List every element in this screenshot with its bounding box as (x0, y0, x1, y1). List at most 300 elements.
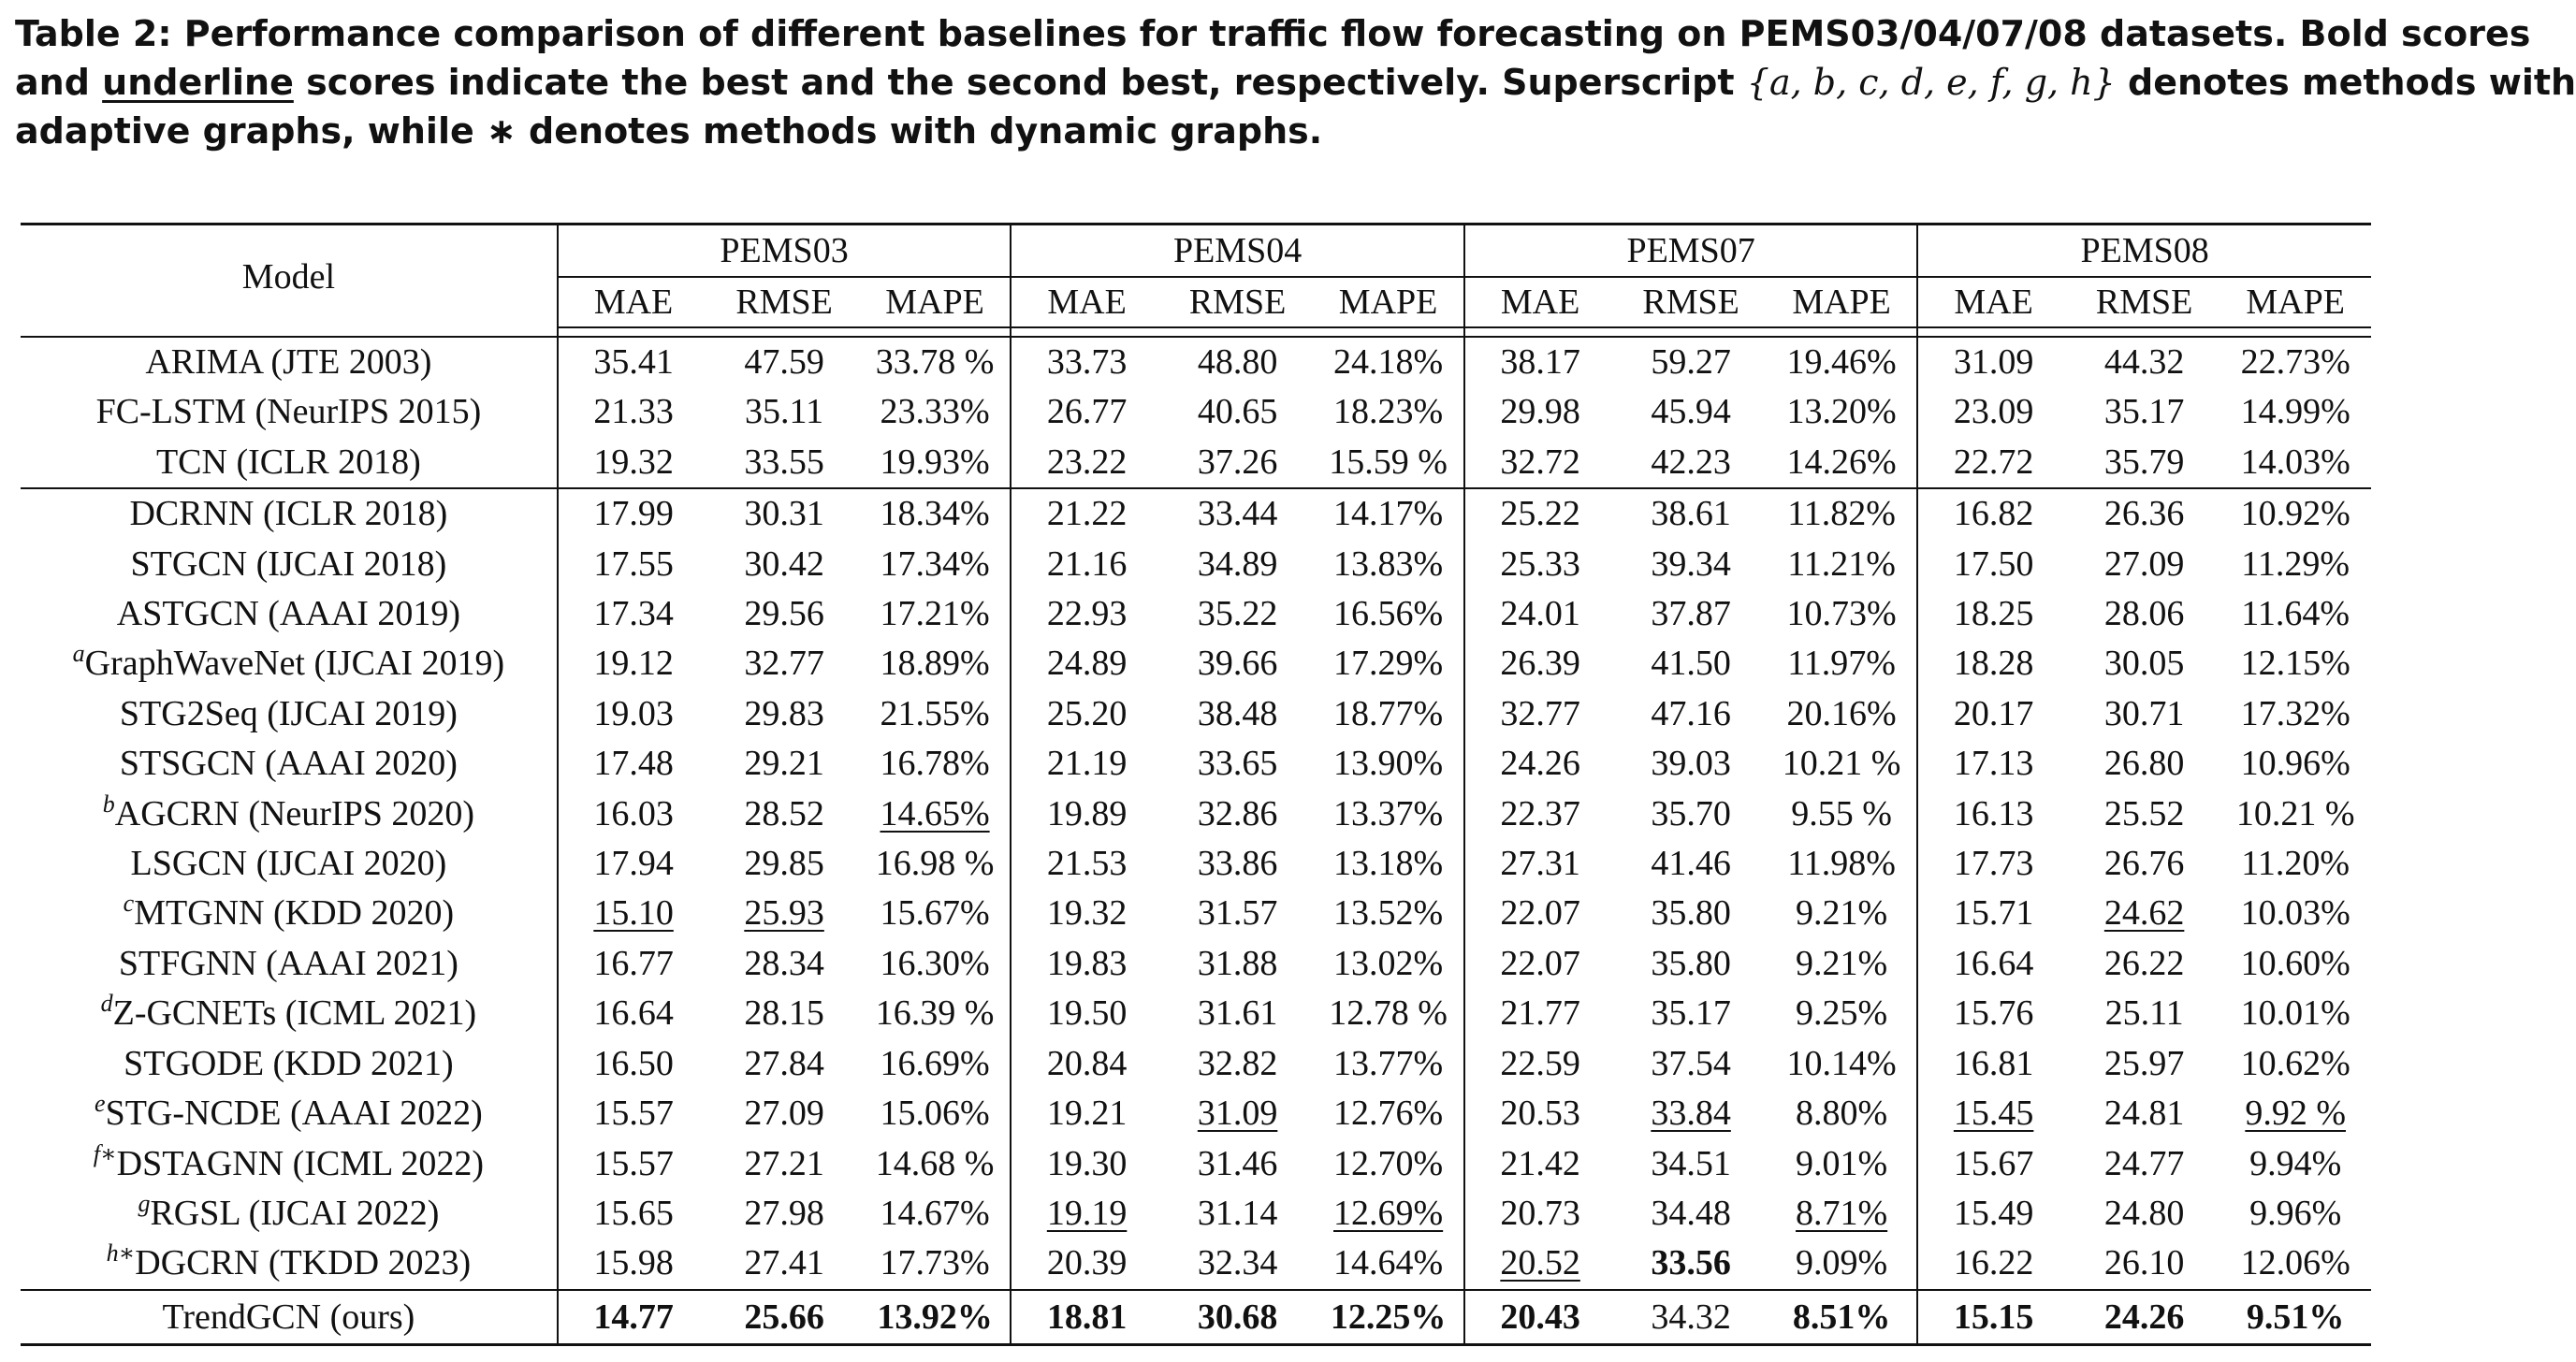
metric-value: 16.64 (593, 993, 674, 1034)
metric-value-cell (1464, 488, 1616, 539)
metric-value-cell (1464, 438, 1616, 488)
metric-value: 21.22 (1046, 494, 1128, 534)
metric-value-cell (1615, 939, 1767, 989)
metric-value-cell (1011, 387, 1162, 437)
metric-value-cell (1917, 639, 2069, 688)
model-superscript: e (95, 1090, 106, 1118)
metric-value: 33.56 (1651, 1243, 1731, 1283)
metric-value-cell (2069, 540, 2220, 589)
metric-value-cell (1011, 739, 1162, 789)
metric-value: 12.69% (1333, 1193, 1444, 1233)
metric-value-cell (1917, 540, 2069, 589)
header-metric: RMSE (1162, 277, 1314, 327)
metric-value-cell (708, 739, 860, 789)
metric-value-cell (1313, 989, 1464, 1038)
metric-value-cell (1162, 387, 1314, 437)
metric-value-cell (708, 889, 860, 938)
metric-value-cell (2219, 540, 2371, 589)
metric-value: 18.89% (880, 644, 990, 684)
metric-value-cell (860, 889, 1011, 938)
metric-value-cell (708, 790, 860, 839)
metric-value-cell (1313, 1089, 1464, 1138)
metric-value-cell (1011, 889, 1162, 938)
header-dataset-pems04: PEMS04 (1011, 225, 1464, 278)
table-row (21, 639, 2371, 688)
metric-value: 17.99 (593, 494, 674, 534)
metric-value-cell (1917, 337, 2069, 387)
metric-value: 28.34 (744, 943, 824, 983)
metric-value-cell (1011, 790, 1162, 839)
metric-value-cell (558, 939, 709, 989)
model-superscript: a (72, 640, 85, 668)
metric-value: 21.16 (1046, 543, 1128, 584)
metric-value: 33.65 (1197, 744, 1278, 784)
metric-value-cell (2069, 1189, 2220, 1239)
model-name-cell (21, 839, 558, 889)
metric-value: 16.82 (1953, 494, 2034, 534)
metric-value-cell (1162, 989, 1314, 1038)
metric-value: 17.13 (1953, 744, 2034, 784)
metric-value: 10.03% (2240, 893, 2350, 934)
metric-value: 41.50 (1651, 644, 1731, 684)
metric-value: 31.46 (1197, 1143, 1278, 1183)
metric-value: 15.10 (593, 893, 674, 934)
metric-value-cell (1615, 540, 1767, 589)
metric-value: 20.73 (1500, 1193, 1580, 1233)
metric-value: 35.41 (593, 342, 674, 382)
metric-value-cell (1162, 540, 1314, 589)
metric-value-cell (860, 689, 1011, 739)
metric-value-cell (860, 989, 1011, 1038)
metric-value-cell (1162, 939, 1314, 989)
metric-value: 22.93 (1046, 594, 1128, 634)
metric-value-cell (1767, 1039, 1918, 1089)
metric-value: 35.70 (1651, 793, 1731, 833)
metric-value: 9.25% (1796, 993, 1888, 1034)
metric-value: 9.01% (1796, 1143, 1888, 1183)
metric-value-cell (1917, 1239, 2069, 1289)
metric-value-cell (1464, 939, 1616, 989)
metric-value-cell (2219, 488, 2371, 539)
metric-value-cell (1464, 689, 1616, 739)
metric-value-cell (708, 1139, 860, 1189)
metric-value: 14.03% (2240, 442, 2350, 482)
metric-value: 10.92% (2240, 494, 2350, 534)
metric-value-cell (1615, 1039, 1767, 1089)
metric-value: 27.09 (744, 1094, 824, 1134)
metric-value-cell (1313, 438, 1464, 488)
metric-value-cell (1464, 839, 1616, 889)
metric-value: 17.34 (593, 594, 674, 634)
metric-value-cell (1767, 639, 1918, 688)
metric-value: 22.37 (1500, 793, 1580, 833)
table-row (21, 1189, 2371, 1239)
model-name: DCRNN (ICLR 2018) (129, 494, 448, 534)
metric-value-cell (1767, 1089, 1918, 1138)
metric-value-cell (2069, 790, 2220, 839)
metric-value: 45.94 (1651, 392, 1731, 432)
metric-value-cell (2069, 589, 2220, 639)
metric-value: 25.97 (2103, 1043, 2185, 1083)
table-caption (15, 9, 2576, 155)
metric-value-cell (860, 589, 1011, 639)
metric-value: 17.29% (1333, 644, 1444, 684)
metric-value-cell (1917, 1290, 2069, 1345)
metric-value-cell (1615, 337, 1767, 387)
metric-value-cell (1162, 1239, 1314, 1289)
metric-value-cell (1615, 1189, 1767, 1239)
metric-value-cell (860, 790, 1011, 839)
metric-value: 26.76 (2103, 844, 2185, 884)
metric-value-cell (1615, 488, 1767, 539)
model-name: ASTGCN (AAAI 2019) (116, 594, 461, 634)
metric-value: 16.13 (1953, 793, 2034, 833)
metric-value: 26.39 (1500, 644, 1580, 684)
metric-value-cell (1464, 337, 1616, 387)
table-row (21, 488, 2371, 539)
model-name-cell (21, 639, 558, 688)
model-superscript: b (102, 790, 115, 818)
metric-value-cell (558, 1139, 709, 1189)
metric-value: 15.15 (1953, 1297, 2034, 1337)
table-row (21, 689, 2371, 739)
metric-value-cell (1917, 989, 2069, 1038)
metric-value-cell (1767, 1139, 1918, 1189)
metric-value-cell (1767, 540, 1918, 589)
caption-line-2-end: denotes methods with (2115, 62, 2576, 103)
metric-value-cell (860, 1239, 1011, 1289)
metric-value-cell (1464, 1239, 1616, 1289)
metric-value: 47.16 (1651, 693, 1731, 733)
metric-value: 25.33 (1500, 543, 1580, 584)
metric-value-cell (2069, 438, 2220, 488)
metric-value-cell (1464, 989, 1616, 1038)
metric-value-cell (1767, 1189, 1918, 1239)
metric-value-cell (2219, 1189, 2371, 1239)
metric-value-cell (2069, 939, 2220, 989)
metric-value-cell (1011, 989, 1162, 1038)
header-metric: MAPE (2219, 277, 2371, 327)
metric-value-cell (2219, 790, 2371, 839)
metric-value: 32.86 (1197, 793, 1278, 833)
metric-value: 9.09% (1796, 1243, 1888, 1283)
model-name-cell (21, 1239, 558, 1289)
metric-value: 35.17 (2103, 392, 2185, 432)
metric-value-cell (708, 589, 860, 639)
metric-value-cell (2219, 939, 2371, 989)
metric-value: 11.29% (2241, 543, 2350, 584)
metric-value-cell (558, 1290, 709, 1345)
metric-value-cell (2219, 889, 2371, 938)
model-name: FC-LSTM (NeurIPS 2015) (95, 392, 482, 432)
model-superscript: f∗ (93, 1139, 117, 1167)
metric-value: 25.52 (2103, 793, 2185, 833)
metric-value-cell (558, 589, 709, 639)
metric-value: 29.83 (744, 693, 824, 733)
metric-value-cell (1011, 488, 1162, 539)
header-metric: RMSE (1615, 277, 1767, 327)
model-name: DGCRN (TKDD 2023) (135, 1243, 472, 1283)
metric-value-cell (708, 689, 860, 739)
metric-value-cell (1162, 889, 1314, 938)
model-name: TrendGCN (ours) (162, 1297, 415, 1337)
metric-value: 11.98% (1787, 844, 1896, 884)
metric-value: 15.71 (1953, 893, 2034, 934)
metric-value-cell (1464, 540, 1616, 589)
metric-value-cell (1917, 689, 2069, 739)
table-row (21, 939, 2371, 989)
metric-value: 37.26 (1197, 442, 1278, 482)
metric-value: 25.11 (2104, 993, 2184, 1034)
metric-value: 29.21 (744, 744, 824, 784)
metric-value: 11.64% (2241, 594, 2350, 634)
metric-value-cell (1615, 689, 1767, 739)
model-name-cell (21, 438, 558, 488)
header-double-rule (21, 327, 2371, 337)
metric-value-cell (1917, 1039, 2069, 1089)
metric-value: 19.46% (1786, 342, 1897, 382)
metric-value: 28.52 (744, 793, 824, 833)
metric-value-cell (1313, 739, 1464, 789)
header-model: Model (21, 225, 558, 328)
metric-value-cell (1767, 989, 1918, 1038)
table-row (21, 1290, 2371, 1345)
metric-value-cell (1767, 488, 1918, 539)
caption-superscript-set: {a, b, c, d, e, f, g, h} (1746, 62, 2116, 103)
metric-value-cell (558, 1039, 709, 1089)
metric-value: 34.51 (1651, 1143, 1731, 1183)
metric-value-cell (1767, 790, 1918, 839)
metric-value: 12.70% (1333, 1143, 1444, 1183)
header-metric: RMSE (708, 277, 860, 327)
metric-value-cell (558, 488, 709, 539)
metric-value: 10.60% (2240, 943, 2350, 983)
metric-value: 35.80 (1651, 943, 1731, 983)
metric-value: 19.50 (1046, 993, 1128, 1034)
metric-value: 14.26% (1786, 442, 1897, 482)
metric-value-cell (1615, 1139, 1767, 1189)
metric-value-cell (708, 1039, 860, 1089)
metric-value: 27.21 (744, 1143, 824, 1183)
metric-value: 37.87 (1651, 594, 1731, 634)
metric-value-cell (1767, 387, 1918, 437)
table-row (21, 438, 2371, 488)
metric-value: 59.27 (1651, 342, 1731, 382)
metric-value: 15.45 (1953, 1094, 2034, 1134)
metric-value-cell (708, 337, 860, 387)
metric-value-cell (1313, 639, 1464, 688)
metric-value-cell (1011, 589, 1162, 639)
caption-line-1: Table 2: Performance comparison of different baselines for traffic flow forecasting on PEMS03/04/07/08 datasets. Bold scores (15, 13, 2531, 54)
metric-value: 30.05 (2103, 644, 2185, 684)
metric-value: 19.32 (593, 442, 674, 482)
metric-value: 16.69% (880, 1043, 990, 1083)
metric-value: 30.71 (2103, 693, 2185, 733)
header-metric: MAE (1011, 277, 1162, 327)
metric-value-cell (1313, 1290, 1464, 1345)
metric-value: 14.99% (2240, 392, 2350, 432)
metric-value: 34.89 (1197, 543, 1278, 584)
metric-value-cell (1917, 589, 2069, 639)
metric-value: 19.93% (880, 442, 990, 482)
metric-value-cell (1615, 438, 1767, 488)
metric-value: 39.03 (1651, 744, 1731, 784)
metric-value-cell (558, 639, 709, 688)
model-name-cell (21, 589, 558, 639)
model-name-cell (21, 889, 558, 938)
metric-value: 13.52% (1333, 893, 1444, 934)
metric-value-cell (708, 1290, 860, 1345)
metric-value: 25.20 (1046, 693, 1128, 733)
metric-value: 17.73 (1953, 844, 2034, 884)
metric-value-cell (1464, 790, 1616, 839)
metric-value-cell (1162, 689, 1314, 739)
metric-value-cell (1767, 589, 1918, 639)
metric-value-cell (860, 540, 1011, 589)
table-row (21, 1089, 2371, 1138)
metric-value-cell (1917, 387, 2069, 437)
metric-value-cell (558, 989, 709, 1038)
metric-value: 24.26 (1500, 744, 1580, 784)
metric-value: 42.23 (1651, 442, 1731, 482)
model-name: RGSL (IJCAI 2022) (150, 1193, 440, 1233)
metric-value-cell (558, 337, 709, 387)
metric-value: 25.22 (1500, 494, 1580, 534)
metric-value: 35.11 (745, 392, 824, 432)
metric-value: 21.33 (593, 392, 674, 432)
metric-value-cell (1162, 790, 1314, 839)
metric-value: 17.73% (880, 1243, 990, 1283)
metric-value-cell (1917, 939, 2069, 989)
metric-value-cell (1011, 1290, 1162, 1345)
model-name: TCN (ICLR 2018) (155, 442, 421, 482)
metric-value-cell (1162, 1039, 1314, 1089)
metric-value: 31.61 (1197, 993, 1278, 1034)
model-name: DSTAGNN (ICML 2022) (116, 1143, 485, 1183)
metric-value-cell (1162, 1139, 1314, 1189)
metric-value: 20.17 (1953, 693, 2034, 733)
metric-value: 24.77 (2103, 1143, 2185, 1183)
metric-value: 29.56 (744, 594, 824, 634)
metric-value: 20.16% (1786, 693, 1897, 733)
metric-value-cell (1917, 1089, 2069, 1138)
metric-value-cell (860, 438, 1011, 488)
metric-value-cell (708, 387, 860, 437)
metric-value-cell (1313, 939, 1464, 989)
metric-value: 48.80 (1197, 342, 1278, 382)
metric-value: 19.83 (1046, 943, 1128, 983)
metric-value: 13.37% (1333, 793, 1444, 833)
metric-value: 10.21 % (1782, 744, 1901, 784)
metric-value: 26.80 (2103, 744, 2185, 784)
metric-value: 30.68 (1197, 1297, 1278, 1337)
metric-value: 18.23% (1333, 392, 1444, 432)
metric-value-cell (1767, 939, 1918, 989)
metric-value: 15.67% (880, 893, 990, 934)
metric-value-cell (1615, 889, 1767, 938)
metric-value: 26.36 (2103, 494, 2185, 534)
metric-value-cell (2219, 589, 2371, 639)
metric-value-cell (1464, 1089, 1616, 1138)
metric-value: 23.33% (880, 392, 990, 432)
metric-value-cell (2219, 639, 2371, 688)
metric-value-cell (1162, 589, 1314, 639)
metric-value-cell (708, 540, 860, 589)
metric-value-cell (1011, 540, 1162, 589)
metric-value: 17.34% (880, 543, 990, 584)
metric-value-cell (2219, 337, 2371, 387)
metric-value-cell (860, 739, 1011, 789)
metric-value: 41.46 (1651, 844, 1731, 884)
metric-value-cell (1464, 1139, 1616, 1189)
metric-value-cell (2069, 689, 2220, 739)
metric-value-cell (1313, 1039, 1464, 1089)
metric-value: 9.96% (2249, 1193, 2342, 1233)
metric-value: 35.79 (2103, 442, 2185, 482)
metric-value: 23.22 (1046, 442, 1128, 482)
model-superscript: g (138, 1189, 151, 1217)
metric-value: 15.06% (880, 1094, 990, 1134)
model-name-cell (21, 790, 558, 839)
metric-value: 19.21 (1046, 1094, 1128, 1134)
model-name-cell (21, 1189, 558, 1239)
metric-value: 33.84 (1651, 1094, 1731, 1134)
metric-value-cell (558, 1239, 709, 1289)
metric-value: 14.65% (880, 793, 990, 833)
metric-value-cell (708, 1239, 860, 1289)
metric-value: 18.28 (1953, 644, 2034, 684)
metric-value: 19.03 (593, 693, 674, 733)
metric-value-cell (1011, 1189, 1162, 1239)
header-metric: MAPE (1313, 277, 1464, 327)
model-name-cell (21, 989, 558, 1038)
metric-value: 20.84 (1046, 1043, 1128, 1083)
metric-value-cell (2219, 689, 2371, 739)
metric-value: 24.26 (2103, 1297, 2185, 1337)
metric-value: 10.01% (2240, 993, 2350, 1034)
metric-value: 11.21% (1787, 543, 1896, 584)
metric-value: 33.73 (1046, 342, 1128, 382)
metric-value: 15.49 (1953, 1193, 2034, 1233)
metric-value-cell (2219, 1239, 2371, 1289)
metric-value-cell (1313, 790, 1464, 839)
metric-value: 19.32 (1046, 893, 1128, 934)
model-name: LSGCN (IJCAI 2020) (130, 844, 447, 884)
metric-value: 15.76 (1953, 993, 2034, 1034)
metric-value: 21.55% (880, 693, 990, 733)
metric-value: 21.19 (1046, 744, 1128, 784)
header-metric: MAPE (1767, 277, 1918, 327)
metric-value-cell (1313, 589, 1464, 639)
metric-value: 35.17 (1651, 993, 1731, 1034)
metric-value-cell (708, 1089, 860, 1138)
model-name: STGCN (IJCAI 2018) (130, 543, 447, 584)
model-name-cell (21, 540, 558, 589)
metric-value: 40.65 (1197, 392, 1278, 432)
metric-value-cell (1162, 1189, 1314, 1239)
model-name-cell (21, 689, 558, 739)
metric-value: 12.25% (1330, 1297, 1447, 1337)
metric-value: 15.57 (593, 1094, 674, 1134)
metric-value-cell (708, 1189, 860, 1239)
table-row (21, 889, 2371, 938)
metric-value: 33.44 (1197, 494, 1278, 534)
metric-value: 20.39 (1046, 1243, 1128, 1283)
metric-value: 27.98 (744, 1193, 824, 1233)
metric-value: 31.09 (1953, 342, 2034, 382)
metric-value: 11.20% (2241, 844, 2350, 884)
metric-value-cell (558, 540, 709, 589)
